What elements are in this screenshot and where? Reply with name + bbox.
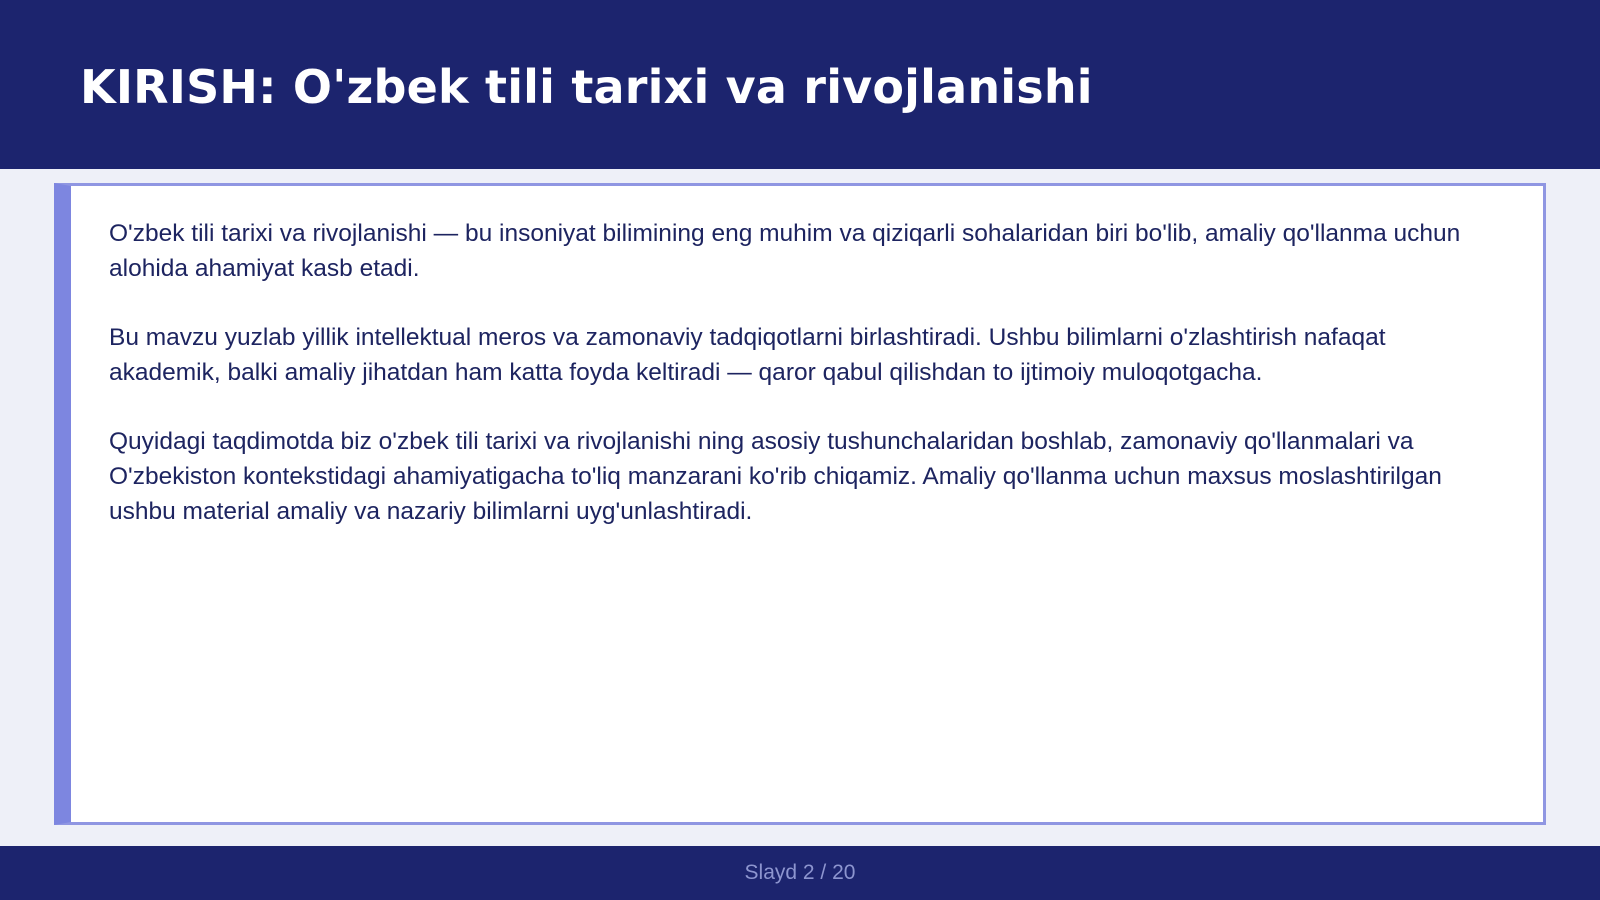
slide-title: KIRISH: O'zbek tili tarixi va rivojlanishi [80,60,1093,114]
slide-counter: Slayd 2 / 20 [744,861,856,884]
overview-paragraph: Quyidagi taqdimotda biz o'zbek tili tarixi va rivojlanishi ning asosiy tushunchalaridan boshlab, zamonaviy qo'llanmalari va O'zbekiston kontekstidagi ahamiyatigacha to'liq manzarani ko'rib chiqamiz. Amaliy qo'llanma uchun maxsus moslashtirilgan ushbu material amaliy va nazariy bilimlarni uyg'unlashtiradi. [109,428,1442,525]
slide-footer [0,846,1600,900]
slide-header [0,0,1600,169]
content-card [54,183,1546,825]
heritage-paragraph: Bu mavzu yuzlab yillik intellektual meros va zamonaviy tadqiqotlarni birlashtiradi. Ushbu bilimlarni o'zlashtirish nafaqat akademik, balki amaliy jihatdan ham katta foyda keltiradi — qaror qabul qilishdan to ijtimoiy muloqotgacha. [109,324,1386,386]
intro-paragraph: O'zbek tili tarixi va rivojlanishi — bu insoniyat bilimining eng muhim va qiziqarli sohalaridan biri bo'lib, amaliy qo'llanma uchun alohida ahamiyat kasb etadi. [109,220,1461,282]
content-text [109,216,1499,563]
